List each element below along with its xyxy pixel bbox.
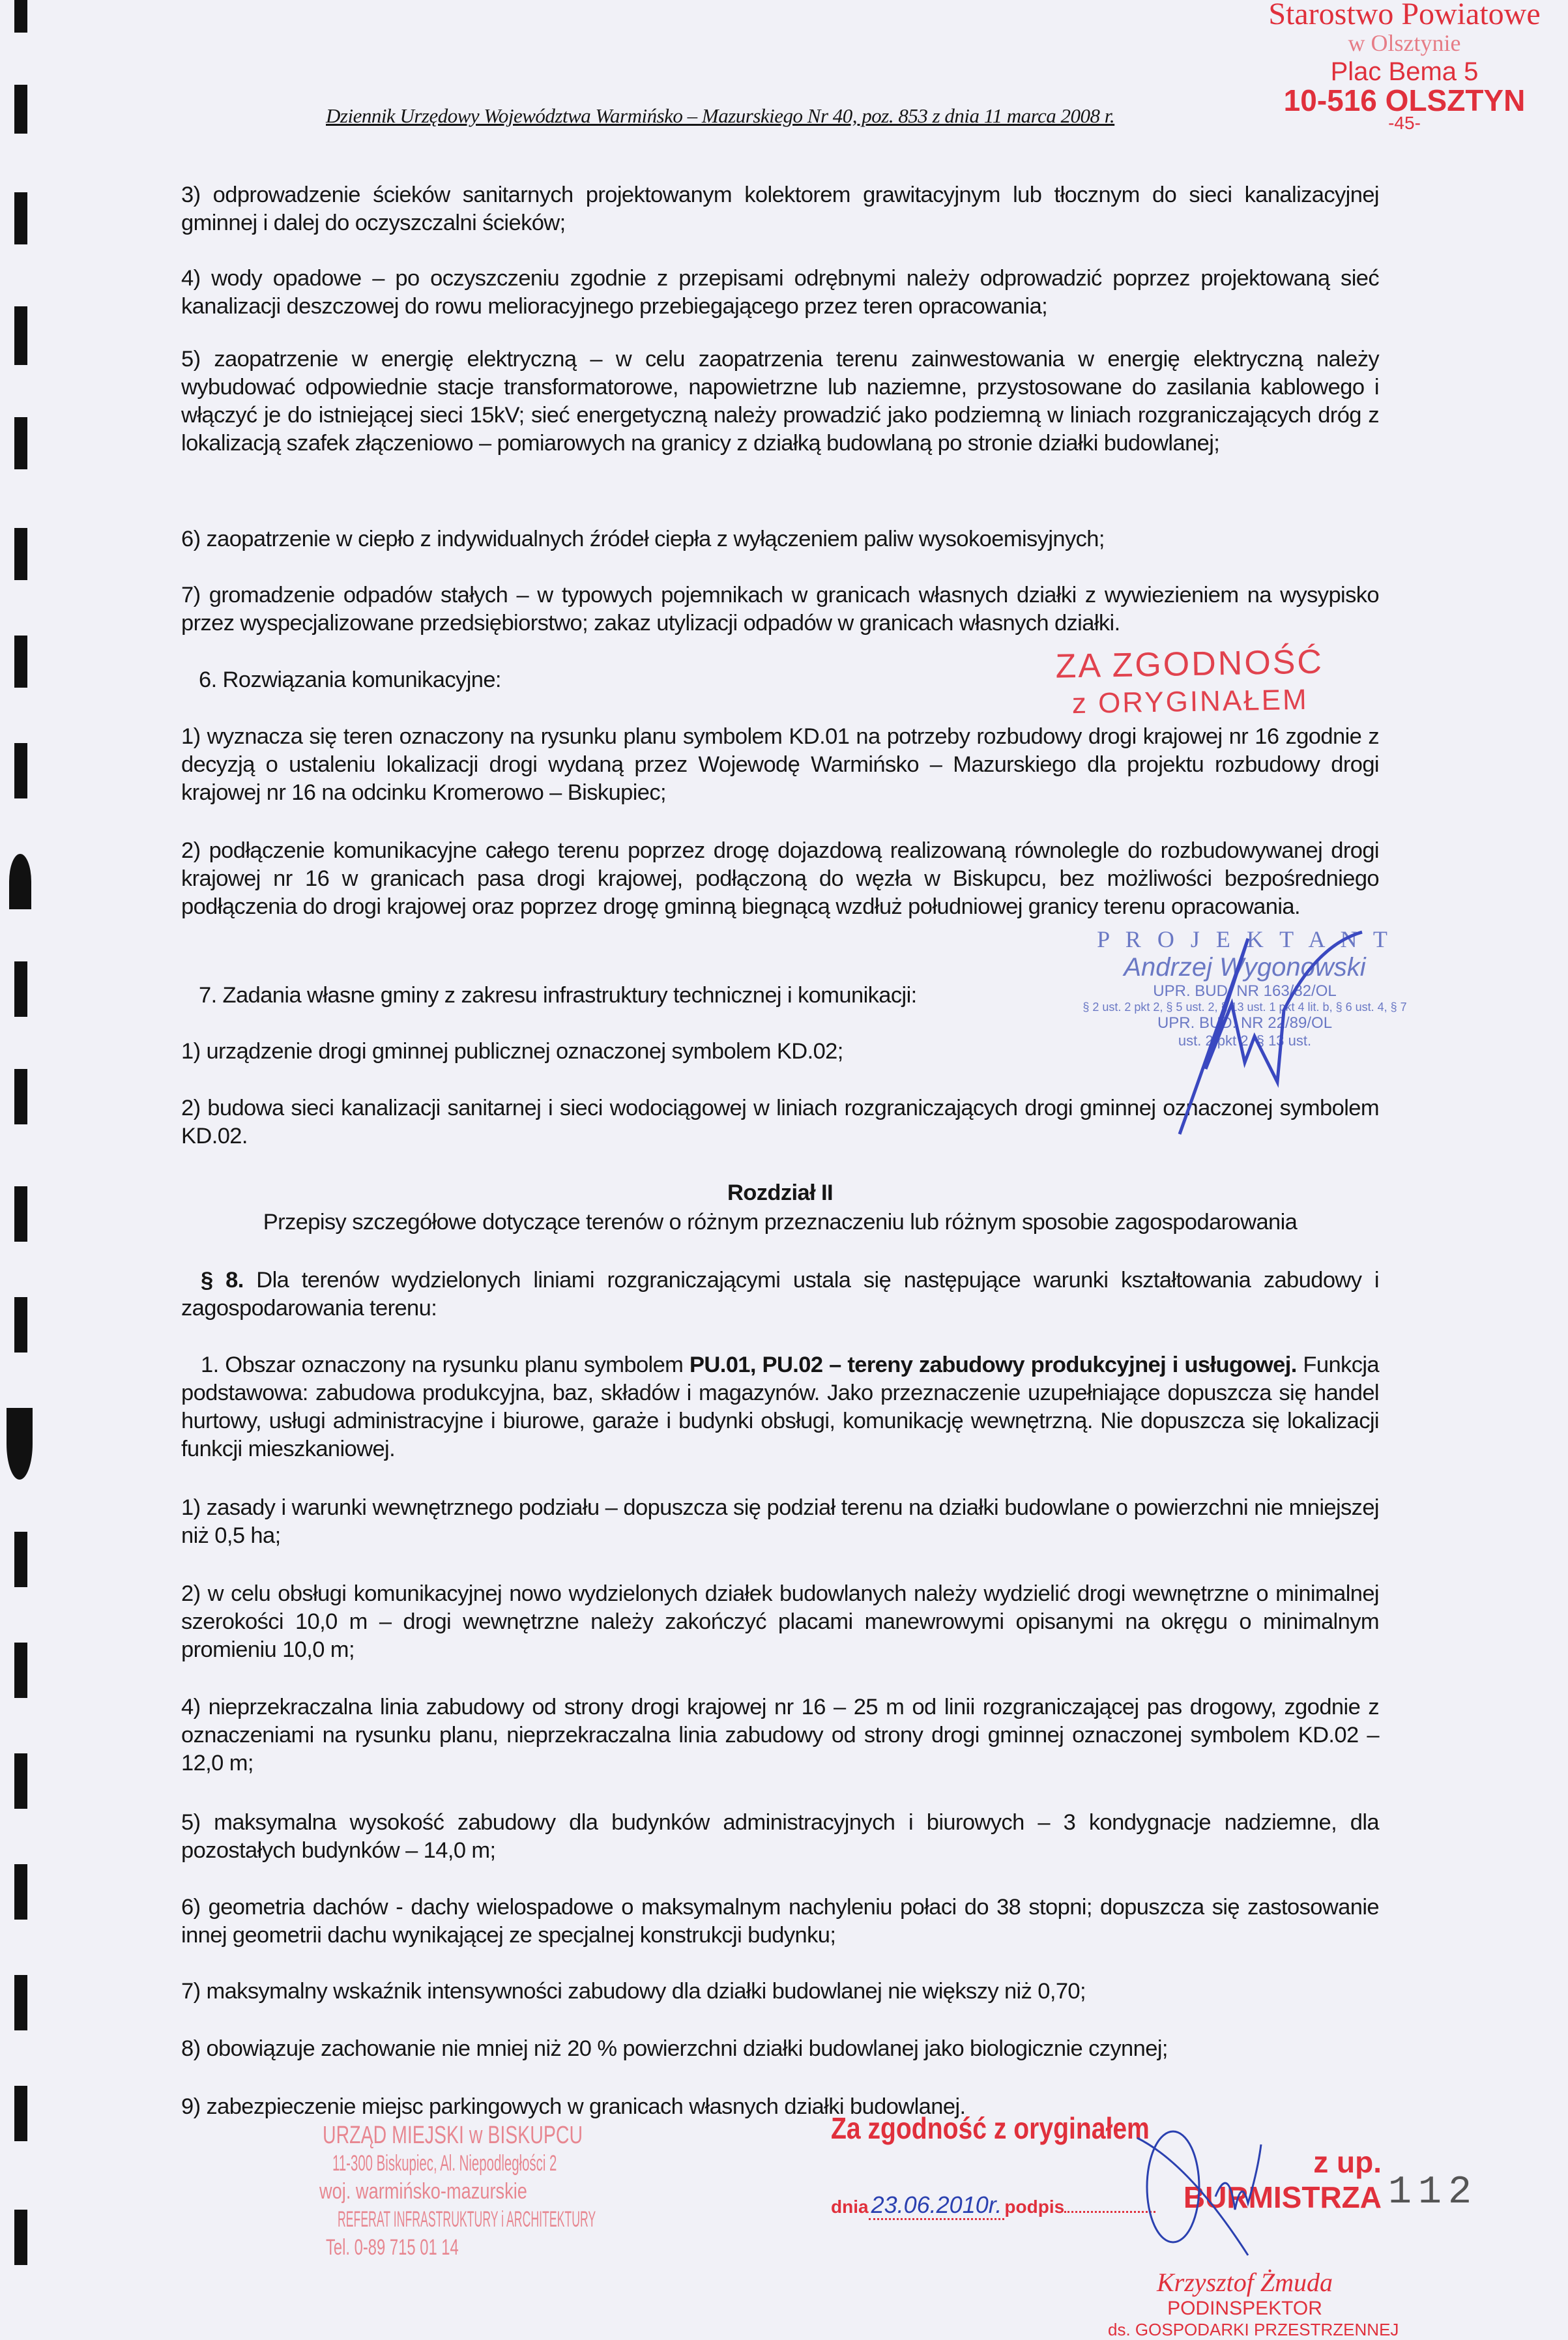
binder-hole [7,1408,33,1480]
binder-hole [14,743,27,798]
binder-hole [14,1297,27,1353]
binder-hole [14,0,27,33]
stamp-line: URZĄD MIEJSKI w BISKUPCU [323,2122,583,2149]
stamp-line: Plac Bema 5 [1330,57,1479,86]
binder-hole [14,1643,27,1698]
stamp-line: Tel. 0-89 715 01 14 [326,2235,459,2260]
section-heading: 7. Zadania własne gminy z zakresu infrastruktury technicznej i komunikacji: [199,983,917,1008]
stamp-line: 10-516 OLSZTYN [1283,83,1526,117]
date-handwritten: 23.06.2010r. [869,2191,1005,2220]
binder-hole [14,306,27,365]
stamp-line: UPR. BUD. NR 163/82/OL [1153,982,1337,1000]
paragraph: 2) budowa sieci kanalizacji sanitarnej i sieci wodociągowej w liniach rozgraniczających drogi gminnej oznaczonej symbolem KD.02. [181,1096,1379,1148]
paragraph-area-1 [181,1351,1379,1463]
stamp-line: Za zgodność z oryginałem [831,2111,1150,2145]
page-number: 112 [1388,2171,1479,2215]
stamp-line: z ORYGINAŁEM [1071,683,1309,720]
stamp-line: 11-300 Biskupiec, Al. Niepodległości 2 [332,2151,557,2176]
binder-hole [14,961,27,1017]
paragraph: 5) zaopatrzenie w energię elektryczną – w celu zaopatrzenia terenu zainwestowania w energię elektryczną należy wybudować odpowiednie stacje transformatorowe, napowietrzne lub naziemne, przystosowane do zasilania kablowego i włączyć je do istniejącej sieci 15kV; sieć energetyczną należy prowadzić jako podziemną w liniach rozgraniczających dróg z lokalizacją szafek złączeniowo – pomiarowych na granicy z działką budowlaną po stronie działki budowlanej; [181,347,1379,456]
stamp-line: ds. GOSPODARKI PRZESTRZENNEJ [1108,2320,1399,2339]
paragraph: 6) zaopatrzenie w ciepło z indywidualnych źródeł ciepła z wyłączeniem paliw wysokoemisyjnych; [181,527,1105,551]
stamp-line: § 2 ust. 2 pkt 2, § 5 ust. 2, § 13 ust. 1 pkt 4 lit. b, § 6 ust. 4, § 7 [1082,1001,1407,1014]
chapter-title: Rozdział II [727,1180,834,1205]
binder-hole [14,2210,27,2265]
paragraph: 9) zabezpieczenie miejsc parkingowych w granicach własnych działki budowlanej. [181,2094,966,2119]
stamp-line: z up. BURMISTRZA [1183,2145,1382,2214]
stamp-starostwo [1235,0,1568,132]
section-text: Dla terenów wydzielonych liniami rozgraniczającymi ustala się następujące warunki kształtowania zabudowy i zagospodarowania terenu: [181,1268,1379,1321]
stamp-line: ZA ZGODNOŚĆ [1055,643,1324,686]
paragraph: 7) gromadzenie odpadów stałych – w typowych pojemnikach w granicach własnych działki z wywiezieniem na wysypisko przez wyspecjalizowane przedsiębiorstwo; zakaz utylizacji odpadów w granicach własnych działki. [181,583,1379,636]
paragraph: 7) maksymalny wskaźnik intensywności zabudowy dla działki budowlanej nie większy niż 0,70; [181,1979,1086,2004]
stamp-line: w Olsztynie [1348,30,1461,56]
binder-hole [14,85,27,134]
paragraph: 6) geometria dachów - dachy wielospadowe o maksymalnym nachyleniu połaci do 38 stopni; dopuszcza się zastosowanie innej geometrii dachu wynikającej ze specjalnej konstrukcji budynku; [181,1895,1379,1948]
page-marker: -45- [1388,113,1421,133]
journal-header: Dziennik Urzędowy Województwa Warmińsko – Mazurskiego Nr 40, poz. 853 z dnia 11 marca 2008 r. [326,104,1115,127]
paragraph: 3) odprowadzenie ścieków sanitarnych projektowanym kolektorem grawitacyjnym lub tłocznym do sieci kanalizacyjnej gminnej i dalej do oczyszczalni ścieków; [181,183,1379,235]
paragraph-section-8 [181,1266,1379,1323]
section-heading: 6. Rozwiązania komunikacyjne: [199,667,501,692]
paragraph: 4) nieprzekraczalna linia zabudowy od strony drogi krajowej nr 16 – 25 m od linii rozgraniczającej pas drogowy, zgodnie z oznaczeniami na rysunku planu, nieprzekraczalna linia zabudowy od strony drogi gminnej oznaczonej symbolem KD.02 – 12,0 m; [181,1695,1379,1776]
binder-hole [14,417,27,469]
text: 1. Obszar oznaczony na rysunku planu symbolem [201,1353,690,1377]
chapter-subtitle: Przepisy szczegółowe dotyczące terenów o różnym przeznaczeniu lub różnym sposobie zagospodarowania [263,1210,1298,1235]
stamp-za-zgodnosc [1055,643,1324,723]
stamp-line: Andrzej Wygonowski [1124,953,1366,982]
stamp-line: PODINSPEKTOR [1167,2298,1322,2319]
paragraph: 4) wody opadowe – po oczyszczeniu zgodnie z przepisami odrębnymi należy odprowadzić poprzez projektowaną sieć kanalizacji deszczowej do rowu melioracyjnego przebiegającego przez teren opracowania; [181,266,1379,319]
paragraph: 8) obowiązuje zachowanie nie mniej niż 20 % powierzchni działki budowlanej jako biologicznie czynnej; [181,2036,1168,2061]
stamp-name: Krzysztof Żmuda [1156,2268,1333,2297]
dnia-label: dnia [831,2197,869,2217]
stamp-line: ust. 2 pkt 2, § 13 ust. [1178,1032,1312,1049]
binder-hole [14,1532,27,1587]
binder-hole [14,528,27,580]
binder-hole [14,1864,27,1920]
binder-hole [14,192,27,244]
paragraph: 2) w celu obsługi komunikacyjnej nowo wydzielonych działek budowlanych należy wydzielić drogi wewnętrzne o minimalnej szerokości 10,0 m – drogi wewnętrzne należy zakończyć placami manewrowymi opisanymi na okręgu o minimalnym promieniu 10,0 m; [181,1581,1379,1662]
paragraph: 2) podłączenie komunikacyjne całego terenu poprzez drogę dojazdową realizowaną równolegle do rozbudowywanej drogi krajowej nr 16 w granicach pasa drogi krajowej, podłączoną do węzła w Biskupcu, bez możliwości bezpośredniego podłączenia do drogi krajowej oraz poprzez drogę gminną biegnącą wzdłuż południowej granicy terenu opracowania. [181,838,1379,919]
binder-hole [9,854,31,909]
podpis-label: podpis [1004,2197,1065,2217]
stamp-line: UPR. BUD. NR 22/89/OL [1157,1014,1333,1032]
stamp-line: Starostwo Powiatowe [1268,0,1541,31]
binder-hole [14,2086,27,2141]
paragraph: 1) wyznacza się teren oznaczony na rysunku planu symbolem KD.01 na potrzeby rozbudowy drogi krajowej nr 16 zgodnie z decyzją o ustaleniu lokalizacji drogi wydaną przez Wojewodę Warmińsko – Mazurskiego dla projektu rozbudowy drogi krajowej nr 16 na odcinku Kromerowo – Biskupiec; [181,724,1379,805]
signature-burmistrz [1124,2125,1307,2281]
binder-hole [14,1753,27,1809]
signature-projektant [1173,913,1369,1141]
text: Funkcja podstawowa: zabudowa produkcyjna, baz, składów i magazynów. Jako przeznaczenie uzupełniające dopuszcza się handel hurtowy, usługi administracyjne i biurowe, garaże i budynki obsługi, komunikację wewnętrzną. Nie dopuszcza się lokalizacji funkcji mieszkaniowej. [181,1353,1379,1461]
area-symbol: PU.01, PU.02 – tereny zabudowy produkcyjnej i usługowej. [690,1353,1297,1377]
stamp-line: P R O J E K T A N T [1097,926,1393,952]
stamp-line: woj. warmińsko-mazurskie [319,2179,527,2204]
binder-hole [14,636,27,688]
stamp-line: REFERAT INFRASTRUKTURY i ARCHITEKTURY [338,2207,596,2232]
binder-hole [14,1069,27,1124]
binder-hole [14,1975,27,2030]
stamp-urzad-miejski [306,2122,596,2262]
paragraph: 1) zasady i warunki wewnętrznego podziału – dopuszcza się podział terenu na działki budowlane o powierzchni nie mniejszej niż 0,5 ha; [181,1495,1379,1548]
section-sign: § 8. [201,1268,244,1293]
paragraph: 1) urządzenie drogi gminnej publicznej oznaczonej symbolem KD.02; [181,1039,843,1064]
binder-hole [14,1186,27,1242]
paragraph: 5) maksymalna wysokość zabudowy dla budynków administracyjnych i biurowych – 3 kondygnacje nadziemne, dla pozostałych budynków – 14,0 m; [181,1810,1379,1863]
